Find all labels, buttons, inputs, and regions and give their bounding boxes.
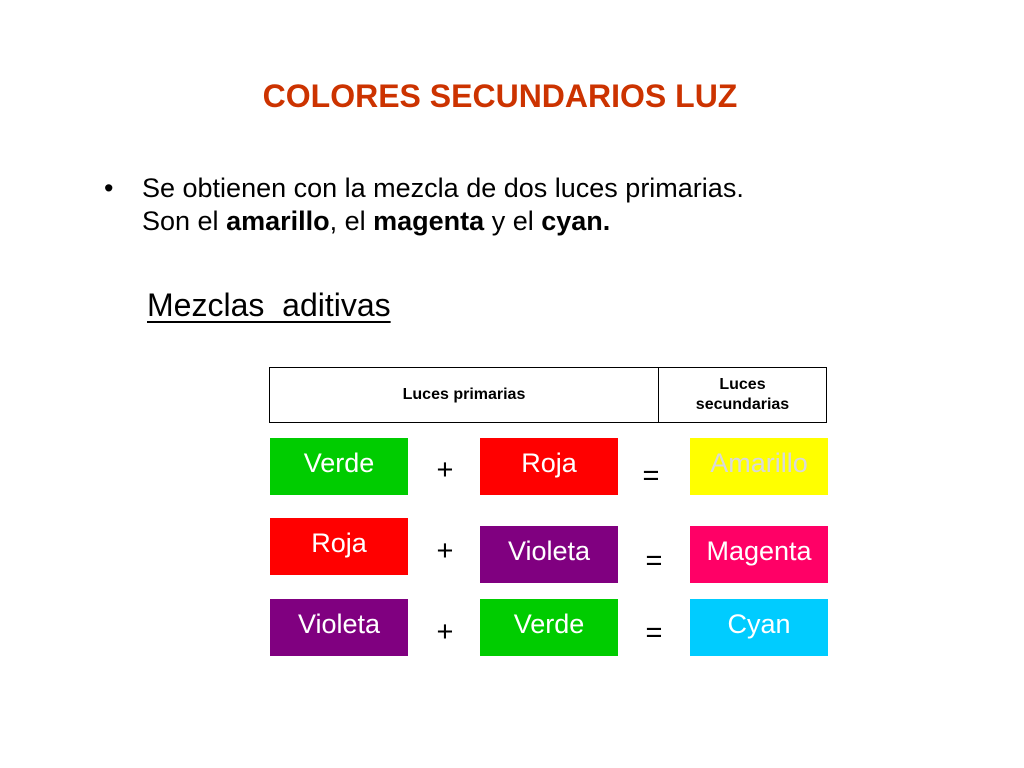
color-box-roja: Roja bbox=[480, 438, 618, 495]
bold-magenta: magenta bbox=[373, 206, 485, 236]
color-box-violeta: Violeta bbox=[480, 526, 618, 583]
header-primary-cell: Luces primarias bbox=[270, 368, 659, 422]
color-box-roja: Roja bbox=[270, 518, 408, 575]
color-box-verde: Verde bbox=[270, 438, 408, 495]
result-box-cyan: Cyan bbox=[690, 599, 828, 656]
equals-sign: = bbox=[645, 545, 663, 577]
header-table bbox=[269, 367, 827, 423]
equals-sign: = bbox=[645, 617, 663, 649]
bold-cyan: cyan. bbox=[541, 206, 611, 236]
bullet-text bbox=[142, 172, 744, 238]
plus-sign: + bbox=[436, 535, 454, 567]
result-box-magenta: Magenta bbox=[690, 526, 828, 583]
header-secondary-line-2: secundarias bbox=[695, 396, 790, 413]
bullet-line-2-prefix: Son el bbox=[142, 206, 227, 236]
plus-sign: + bbox=[436, 616, 454, 648]
header-secondary-cell bbox=[659, 368, 826, 422]
plus-sign: + bbox=[436, 454, 454, 486]
equals-sign: = bbox=[642, 460, 660, 492]
bold-amarillo: amarillo bbox=[226, 206, 330, 236]
bullet-sep-1: , el bbox=[329, 206, 374, 236]
color-box-verde: Verde bbox=[480, 599, 618, 656]
bullet-line-2 bbox=[142, 205, 744, 238]
header-secondary-line-1: Luces bbox=[719, 376, 766, 393]
page-title: COLORES SECUNDARIOS LUZ bbox=[262, 78, 738, 114]
bullet-sep-2: y el bbox=[484, 206, 542, 236]
bullet-icon: • bbox=[104, 173, 114, 203]
result-box-amarillo: Amarillo bbox=[690, 438, 828, 495]
color-box-violeta: Violeta bbox=[270, 599, 408, 656]
section-subtitle: Mezclas aditivas bbox=[147, 287, 391, 323]
bullet-line-1: Se obtienen con la mezcla de dos luces primarias. bbox=[142, 173, 744, 203]
